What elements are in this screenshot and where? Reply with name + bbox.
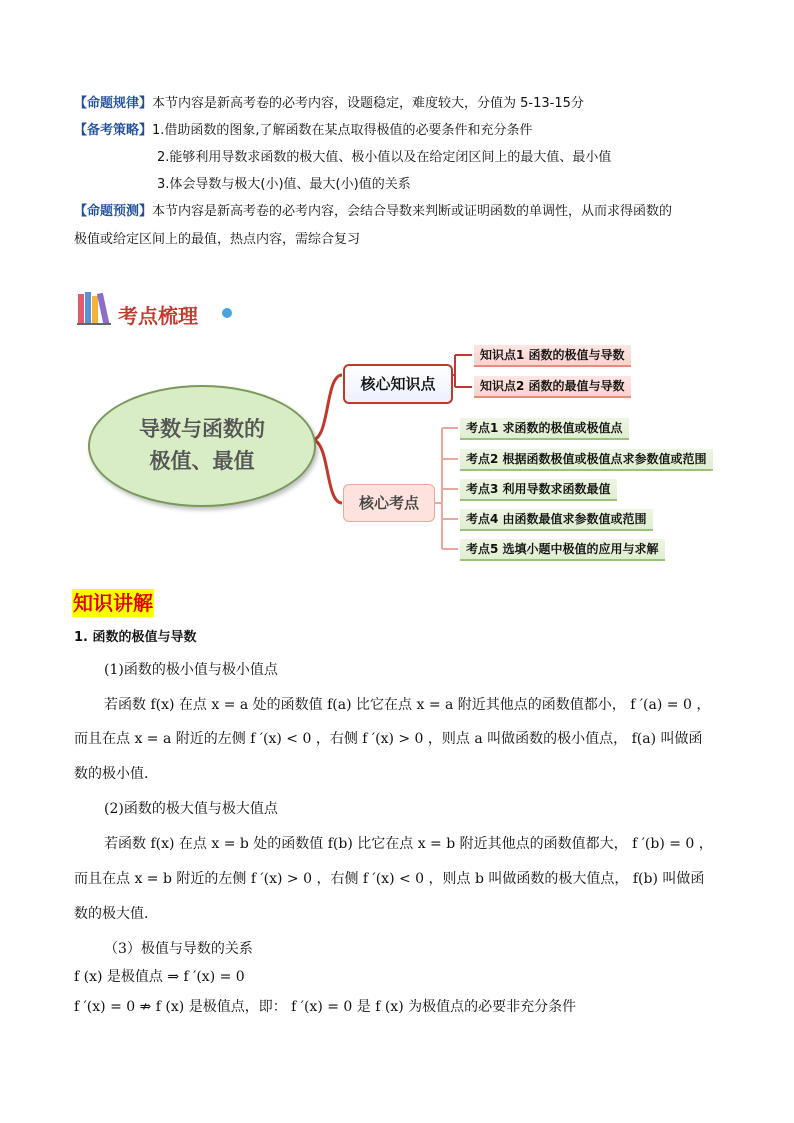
branch-knowledge: 核心知识点	[343, 364, 453, 404]
p3-line-1: f (x) 是极值点 ⇒ f ′(x) = 0	[74, 969, 245, 985]
p2-line-1: 若函数 f(x) 在点 x = b 处的函数值 f(b) 比它在点 x = b 附近其他点的函数值都大， f ′(b) = 0 ，	[104, 836, 713, 852]
strategy-line	[74, 122, 533, 140]
center-line-2: 极值、最值	[149, 449, 255, 473]
exam-point-5: 考点5 选填小题中极值的应用与求解	[460, 539, 665, 561]
rule-line	[74, 95, 584, 113]
p1-title: (1)函数的极小值与极小值点	[104, 662, 278, 678]
books-icon	[76, 290, 116, 326]
forecast-tag: 【命题预测】	[74, 204, 153, 219]
exam-point-3: 考点3 利用导数求函数最值	[460, 479, 617, 501]
rule-text: 本节内容是新高考卷的必考内容，设题稳定，难度较大，分值为 5-13-15分	[152, 96, 584, 111]
rule-tag: 【命题规律】	[74, 96, 153, 111]
strategy-item-3: 3.体会导数与极大(小)值、最大(小)值的关系	[157, 177, 411, 192]
strategy-tag: 【备考策略】	[74, 123, 153, 138]
knowledge-point-1: 知识点1 函数的极值与导数	[474, 345, 631, 367]
p2-title: (2)函数的极大值与极大值点	[104, 801, 278, 817]
branch-exam: 核心考点	[343, 484, 435, 522]
p3-title: （3）极值与导数的关系	[104, 941, 253, 957]
p2-line-2: 而且在点 x = b 附近的左侧 f ′(x) > 0 ，右侧 f ′(x) < 0 ，则点 b 叫做函数的极大值点， f(b) 叫做函	[74, 871, 705, 887]
p1-line-1: 若函数 f(x) 在点 x = a 处的函数值 f(a) 比它在点 x = a 附近其他点的函数值都小， f ′(a) = 0 ，	[104, 697, 711, 713]
center-line-1: 导数与函数的	[139, 417, 265, 441]
mindmap-center	[88, 385, 316, 507]
explain-heading: 知识讲解	[73, 591, 153, 615]
strategy-item-2: 2.能够利用导数求函数的极大值、极小值以及在给定闭区间上的最大值、最小值	[157, 150, 612, 165]
p1-line-3: 数的极小值．	[74, 766, 158, 782]
forecast-text-2: 极值或给定区间上的最值，热点内容，需综合复习	[74, 232, 361, 247]
dot-icon	[222, 308, 232, 318]
knowledge-point-2: 知识点2 函数的最值与导数	[474, 376, 631, 398]
p3-line-2: f ′(x) = 0 ⇏ f (x) 是极值点，即： f ′(x) = 0 是 f (x) 为极值点的必要非充分条件	[74, 999, 577, 1015]
explain-subheading: 1. 函数的极值与导数	[74, 630, 197, 645]
section-title: 考点梳理	[118, 304, 198, 328]
forecast-text: 本节内容是新高考卷的必考内容，会结合导数来判断或证明函数的单调性，从而求得函数的	[152, 204, 673, 219]
p2-line-3: 数的极大值．	[74, 906, 158, 922]
forecast-line	[74, 203, 672, 221]
strategy-item-1: 1.借助函数的图象,了解函数在某点取得极值的必要条件和充分条件	[152, 123, 533, 138]
exam-point-1: 考点1 求函数的极值或极值点	[460, 418, 629, 440]
p1-line-2: 而且在点 x = a 附近的左侧 f ′(x) < 0 ，右侧 f ′(x) > 0 ，则点 a 叫做函数的极小值点， f(a) 叫做函	[74, 731, 703, 747]
exam-point-2: 考点2 根据函数极值或极值点求参数值或范围	[460, 449, 713, 471]
exam-point-4: 考点4 由函数最值求参数值或范围	[460, 509, 653, 531]
